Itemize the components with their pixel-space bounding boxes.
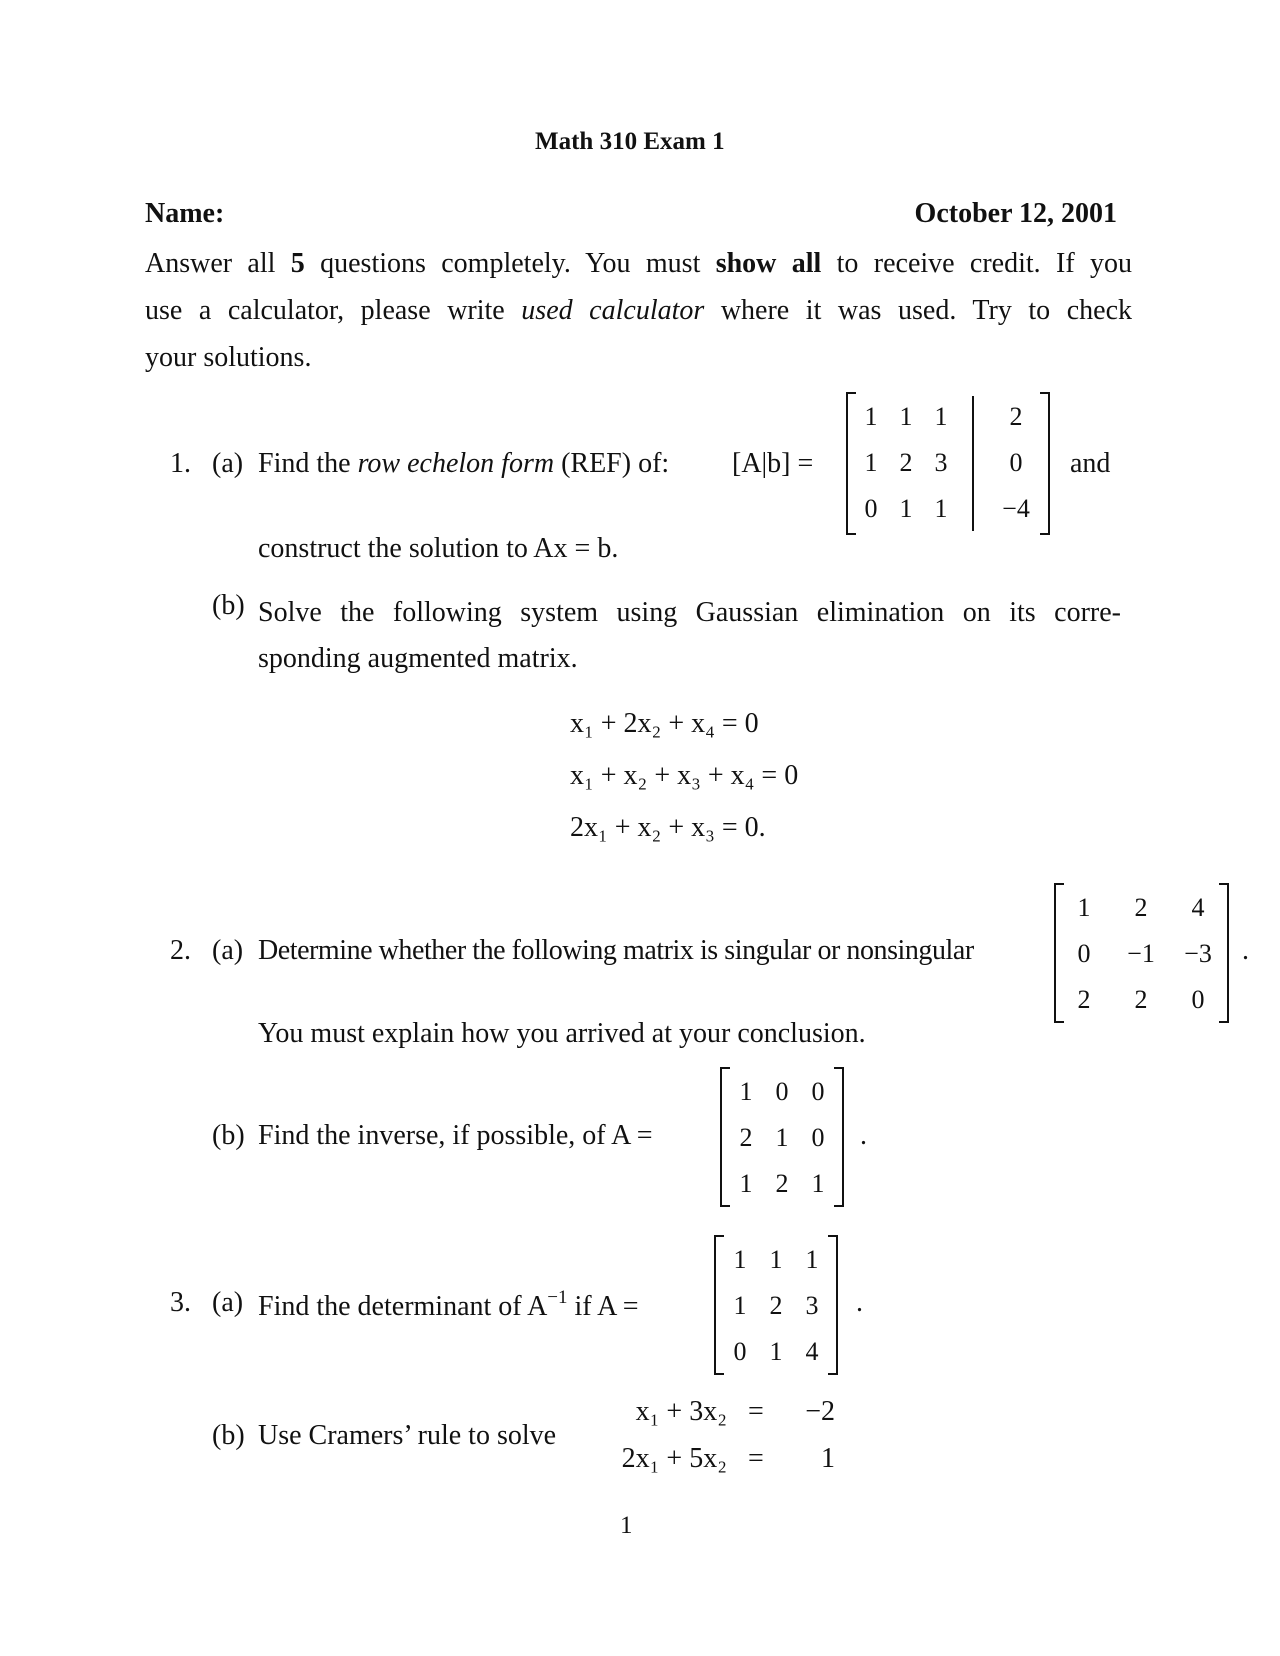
q1-augmented-matrix xyxy=(846,392,1050,535)
matrix-cell: 1 xyxy=(769,1337,783,1366)
q1-equation: x₁ + 2x₂ + x₄ = 0 xyxy=(570,708,759,739)
q3-system-rhs: 1 xyxy=(821,1443,835,1474)
matrix-cell: 1 xyxy=(733,1291,747,1320)
matrix-cell: 4 xyxy=(805,1337,819,1366)
matrix-cell: 1 xyxy=(899,402,913,431)
matrix-cell: 2 xyxy=(1009,402,1023,431)
q2-part-a-period: . xyxy=(1242,935,1249,966)
q2-part-b-period: . xyxy=(860,1120,867,1151)
q3-system-lhs: 2x₁ + 5x₂ xyxy=(621,1443,727,1474)
matrix-cell: 2 xyxy=(739,1123,753,1152)
matrix-cell: 1 xyxy=(899,494,913,523)
q3-part-a-period: . xyxy=(856,1287,863,1318)
q2-part-a-label: (a) xyxy=(212,935,244,966)
q2-part-b-label: (b) xyxy=(212,1120,245,1151)
q1-equation: x₁ + x₂ + x₃ + x₄ = 0 xyxy=(570,760,799,791)
q3-matrix xyxy=(714,1235,838,1375)
q3-number: 3. xyxy=(170,1287,191,1318)
q1-and: and xyxy=(1070,448,1111,479)
matrix-cell: 0 xyxy=(1191,985,1205,1014)
matrix-cell: 0 xyxy=(811,1123,825,1152)
instructions-line-3: your solutions. xyxy=(145,342,312,373)
matrix-cell: 1 xyxy=(739,1077,753,1106)
matrix-cell: 2 xyxy=(1077,985,1091,1014)
q1-equation: 2x₁ + x₂ + x₃ = 0. xyxy=(570,812,766,843)
instructions-line-2: use a calculator, please write used calculator where it was used. Try to check xyxy=(145,295,1133,326)
matrix-cell: 0 xyxy=(864,494,878,523)
q3-part-b-label: (b) xyxy=(212,1420,245,1451)
matrix-cell: 1 xyxy=(739,1169,753,1198)
q3-part-b-text: Use Cramers’ rule to solve xyxy=(258,1420,557,1451)
matrix-cell: 0 xyxy=(811,1077,825,1106)
q3-system-rhs: −2 xyxy=(805,1396,835,1427)
q3-part-a-label: (a) xyxy=(212,1287,244,1318)
page-number: 1 xyxy=(620,1512,633,1539)
matrix-cell: 1 xyxy=(811,1169,825,1198)
matrix-cell: 1 xyxy=(775,1123,789,1152)
q2-part-b-text: Find the inverse, if possible, of A = xyxy=(258,1120,653,1151)
instructions xyxy=(145,240,1132,381)
matrix-cell: 1 xyxy=(733,1245,747,1274)
q1-number: 1. xyxy=(170,448,191,479)
q3-system-eq: = xyxy=(748,1396,764,1427)
matrix-cell: 1 xyxy=(1077,893,1091,922)
q1-part-a-line2: construct the solution to Ax = b. xyxy=(258,533,619,564)
matrix-cell: 0 xyxy=(1077,939,1091,968)
matrix-cell: 1 xyxy=(805,1245,819,1274)
matrix-cell: 3 xyxy=(934,448,948,477)
matrix-cell: 1 xyxy=(864,402,878,431)
matrix-cell: 2 xyxy=(1134,985,1148,1014)
q2-part-a-text: Determine whether the following matrix is singular or nonsingular xyxy=(258,935,974,966)
matrix-cell: −4 xyxy=(1002,494,1030,523)
matrix-cell: 1 xyxy=(934,402,948,431)
matrix-cell: 2 xyxy=(775,1169,789,1198)
matrix-cell: 2 xyxy=(899,448,913,477)
matrix-cell: 0 xyxy=(733,1337,747,1366)
name-label: Name: xyxy=(145,198,225,229)
q2-part-a-line2: You must explain how you arrived at your conclusion. xyxy=(258,1018,866,1049)
matrix-cell: −1 xyxy=(1127,939,1155,968)
matrix-cell: 0 xyxy=(1009,448,1023,477)
q1-part-a-text: Find the row echelon form (REF) of: xyxy=(258,448,670,479)
q2-matrix xyxy=(1054,883,1229,1023)
matrix-cell: 2 xyxy=(769,1291,783,1320)
q1-part-a-label: (a) xyxy=(212,448,244,479)
matrix-cell: −3 xyxy=(1184,939,1212,968)
q3-system-lhs: x₁ + 3x₂ xyxy=(635,1396,727,1427)
matrix-cell: 1 xyxy=(864,448,878,477)
q3-system-eq: = xyxy=(748,1443,764,1474)
instructions-line-1: Answer all 5 questions completely. You must show all to receive credit. If you xyxy=(145,248,1133,279)
exam-date: October 12, 2001 xyxy=(914,198,1117,229)
q2-number: 2. xyxy=(170,935,191,966)
q2-inverse-matrix xyxy=(720,1067,844,1207)
q1-augmented-expr: [A|b] = xyxy=(732,448,814,479)
q1-part-b-text: Solve the following system using Gaussian elimination on its corre- sponding augmented matrix. xyxy=(258,597,1121,674)
matrix-cell: 1 xyxy=(769,1245,783,1274)
matrix-cell: 3 xyxy=(805,1291,819,1320)
matrix-cell: 4 xyxy=(1191,893,1205,922)
matrix-cell: 0 xyxy=(775,1077,789,1106)
matrix-cell: 1 xyxy=(934,494,948,523)
matrix-cell: 2 xyxy=(1134,893,1148,922)
q1-part-b-label: (b) xyxy=(212,590,245,621)
q3-part-a-text: Find the determinant of $A^{-1}$ if A = xyxy=(258,1287,639,1322)
page-title: Math 310 Exam 1 xyxy=(535,128,725,155)
